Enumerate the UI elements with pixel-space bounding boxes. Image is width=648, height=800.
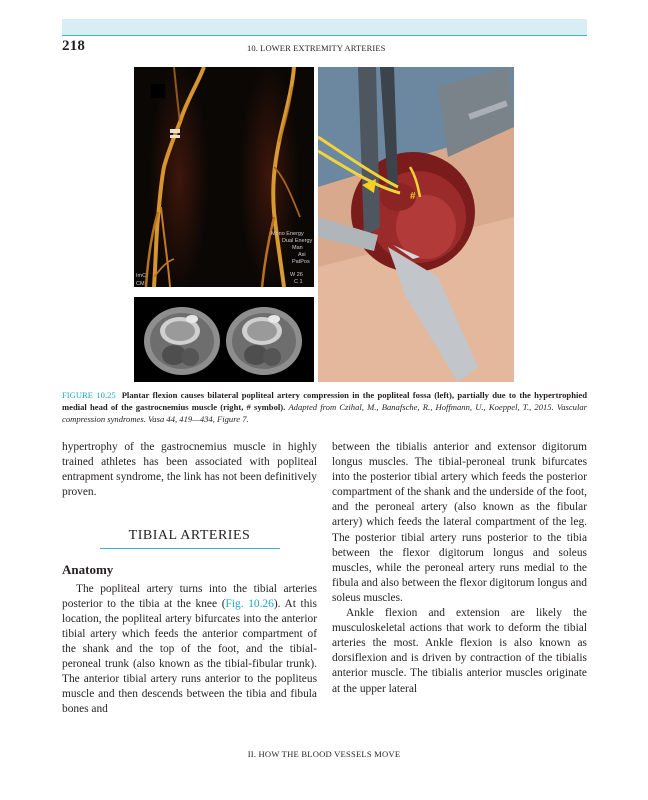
axial-ct-graphic [134, 297, 314, 382]
header-band [62, 19, 587, 35]
overlay-line-4: Asi [298, 252, 306, 258]
overlay-corner: ImC [136, 273, 147, 279]
right-column [332, 440, 587, 697]
right-paragraph-2: Ankle flexion and extension are likely the musculoskeletal actions that work to deform the tibial arteries the most. Ankle flexion is also known as dorsiflexion and is driven by contraction of the tibialis anterior muscle. The tibialis anterior muscles originate at the upper lateral [332, 607, 587, 695]
page-footer: II. HOW THE BLOOD VESSELS MOVE [247, 749, 401, 759]
running-head: 10. LOWER EXTREMITY ARTERIES [247, 43, 386, 53]
surgical-photo-graphic [318, 67, 514, 382]
section-rule [100, 548, 280, 549]
angiography-image [134, 67, 314, 287]
axial-ct-image [134, 297, 314, 382]
figure-link[interactable]: Fig. 10.26 [225, 597, 274, 610]
page-number: 218 [62, 38, 86, 54]
surgical-photo [318, 67, 514, 382]
figure-caption [62, 389, 587, 426]
caption-text: Plantar flexion causes bilateral popliteal artery compression in the popliteal fossa (left), partially due to the hypertrophied medial head of the gastrocnemius muscle (right, # symbol). [62, 390, 587, 413]
subheading: Anatomy [62, 562, 114, 578]
left-paragraph-2 [62, 582, 317, 718]
caption-source: Adapted from Czihal, M., Banafsche, R., Hoffmann, U., Koeppel, T., 2015. Vascular compression syndromes. Vasa 44, 419—434, Figure 7. [62, 402, 587, 425]
left-paragraph-1: hypertrophy of the gastrocnemius muscle in highly trained athletes has been associated with popliteal entrapment syndrome, the link has not been definitively proven. [62, 441, 317, 499]
right-paragraph-1: between the tibialis anterior and extensor digitorum longus muscles. The tibial-peroneal trunk bifurcates into the posterior tibial artery which feeds the posterior compartment of the shank and the underside of the foot, and the peroneal artery (also known as the fibular artery) which feeds the lateral compartment of the leg. The posterior tibial artery runs posterior to the tibia between the flexor digitorum longus and soleus muscles, while the peroneal artery runs medial to the fibula and also between the flexor digitorum longus and soleus muscles. [332, 441, 587, 604]
left-column [62, 440, 317, 717]
left-paragraph-2-start: The popliteal artery turns into the tibial arteries posterior to the tibia at the knee ( [62, 582, 317, 610]
overlay-line-3: Man [292, 245, 303, 251]
hash-symbol: # [410, 191, 416, 202]
header-rule [62, 35, 587, 36]
overlay-line-2: Dual Energy [282, 238, 313, 244]
overlay-w: W 26 [290, 272, 303, 278]
overlay-line-1: Mono Energy [271, 231, 304, 237]
overlay-line-5: PatPos [292, 259, 310, 265]
overlay-corner-2: CM [136, 281, 145, 287]
left-paragraph-2-end: ). At this location, the popliteal artery bifurcates into the anterior tibial artery which feeds the anterior compartment of the shank and the top of the foot, and the tibial-peroneal trunk (also known as the tibial-fibular trunk). The anterior tibial artery runs anterior to the popliteus muscle and then descends between the tibia and fibula bones and [62, 597, 317, 716]
section-title: TIBIAL ARTERIES [128, 528, 251, 544]
figure-label: FIGURE 10.25 [62, 390, 116, 400]
overlay-c: C 1 [294, 279, 303, 285]
angiography-graphic [134, 67, 314, 287]
